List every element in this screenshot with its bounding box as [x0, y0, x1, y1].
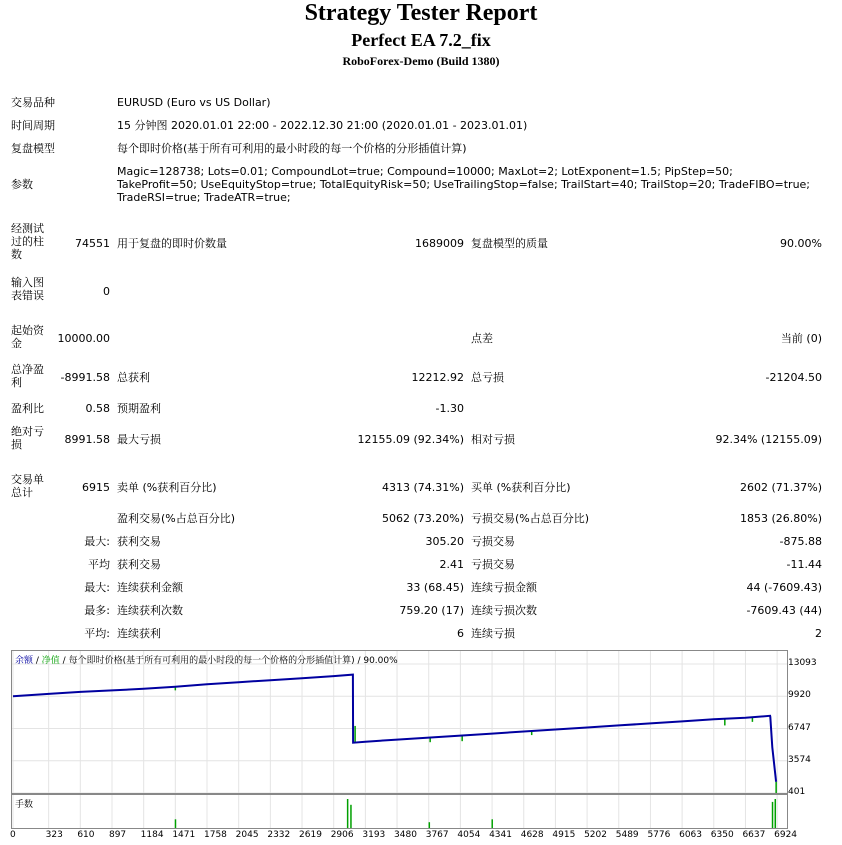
volume-chart	[11, 794, 788, 829]
most-cons-loss-label: 连续亏损次数	[471, 604, 537, 617]
y-tick-label: 6747	[788, 722, 811, 733]
volume-chart-plot	[12, 795, 787, 828]
symbol-value: EURUSD (Euro vs US Dollar)	[117, 96, 271, 109]
largest-win-value: 305.20	[425, 535, 464, 548]
largest-win-label: 获利交易	[117, 535, 161, 548]
gross-loss-value: -21204.50	[765, 371, 822, 384]
x-tick-label: 4915	[552, 830, 576, 840]
largest-loss-value: -875.88	[779, 535, 822, 548]
x-tick-label: 4341	[489, 830, 512, 840]
y-tick-label: 13093	[788, 658, 817, 668]
most-cons-loss-value: -7609.43 (44)	[746, 604, 822, 617]
max-cons-loss-label: 连续亏损金额	[471, 581, 537, 594]
volume-bar	[429, 822, 431, 828]
avg-cons-win-label: 连续获利	[117, 627, 161, 640]
max-drawdown-label: 最大亏损	[117, 433, 161, 446]
max-cons-win-value: 33 (68.45)	[406, 581, 464, 594]
x-tick-label: 1184	[140, 830, 164, 840]
win-trades-value: 5062 (73.20%)	[381, 512, 464, 525]
volume-bar	[175, 819, 177, 828]
period-label: 时间周期	[11, 119, 55, 132]
most-label: 最多:	[84, 604, 110, 617]
profit-factor-value: 0.58	[85, 402, 110, 415]
max-cons-loss-value: 44 (-7609.43)	[746, 581, 822, 594]
expert-name: Perfect EA 7.2_fix	[351, 30, 491, 50]
errors-value: 0	[103, 285, 110, 298]
legend-description: 每个即时价格(基于所有可利用的最小时段的每一个价格的分形插值计算)	[68, 656, 355, 666]
x-tick-label: 5489	[615, 830, 639, 840]
y-tick-label: 401	[788, 787, 806, 797]
loss-trades-value: 1853 (26.80%)	[739, 512, 822, 525]
x-tick-label: 0	[10, 830, 16, 840]
x-tick-label: 610	[77, 830, 95, 840]
most-cons-win-label: 连续获利次数	[117, 604, 183, 617]
bars-label: 经测试过的柱数	[11, 222, 44, 261]
gross-loss-label: 总亏损	[471, 371, 504, 384]
profit-factor-label: 盈利比	[11, 402, 44, 415]
short-trades-label: 卖单 (%获利百分比)	[117, 481, 217, 494]
x-tick-label: 1471	[172, 830, 196, 840]
balance-chart-plot	[12, 651, 787, 793]
x-tick-label: 3480	[394, 830, 417, 840]
most-cons-win-value: 759.20 (17)	[399, 604, 464, 617]
loss-trades-label: 亏损交易(%占总百分比)	[471, 512, 590, 525]
volume-bar	[772, 802, 774, 828]
chart-legend: 余额 / 净值 / 每个即时价格(基于所有可利用的最小时段的每一个价格的分形插值计算) / 90.00%	[15, 656, 398, 666]
x-tick-label: 1758	[204, 830, 227, 840]
x-tick-label: 3193	[362, 830, 386, 840]
avg-loss-label: 亏损交易	[471, 558, 515, 571]
x-tick-label: 4628	[520, 830, 544, 840]
short-trades-value: 4313 (74.31%)	[381, 481, 464, 494]
params-label: 参数	[11, 178, 33, 191]
params-value: Magic=128738; Lots=0.01; CompoundLot=true; Compound=10000; MaxLot=2; LotExponent=1.5; PipStep=50; TakeProfit=50; UseEquityStop=true; TotalEquityRisk=50; UseTrailingStop=false; TrailStart=40; TrailStop=20; TradeFIBO=true; TradeRSI=true; TradeATR=true;	[117, 165, 811, 204]
period-value: 15 分钟图 2020.01.01 22:00 - 2022.12.30 21:00 (2020.01.01 - 2023.01.01)	[117, 119, 528, 132]
avg-cons-loss-value: 2	[815, 627, 822, 640]
report-title: Strategy Tester Report	[304, 0, 538, 26]
long-trades-label: 买单 (%获利百分比)	[471, 481, 571, 494]
abs-drawdown-label: 绝对亏损	[11, 425, 44, 451]
x-tick-label: 6063	[679, 830, 703, 840]
x-tick-label: 2045	[235, 830, 259, 840]
gross-profit-value: 12212.92	[411, 371, 464, 384]
volume-bar	[775, 799, 777, 828]
total-trades-value: 6915	[82, 481, 110, 494]
legend-balance: 余额	[15, 656, 34, 666]
abs-drawdown-value: 8991.58	[64, 433, 110, 446]
deposit-value: 10000.00	[57, 332, 110, 345]
avg-cons-win-value: 6	[457, 627, 464, 640]
maximum-label: 最大:	[84, 581, 110, 594]
win-trades-label: 盈利交易(%占总百分比)	[117, 512, 236, 525]
y-tick-label: 3574	[788, 754, 811, 765]
x-tick-label: 323	[45, 830, 63, 840]
x-tick-label: 5202	[584, 830, 607, 840]
x-tick-label: 3767	[425, 830, 449, 840]
quality-label: 复盘模型的质量	[471, 237, 548, 250]
total-trades-label: 交易单总计	[11, 473, 44, 499]
ticks-value: 1689009	[415, 237, 464, 250]
deposit-label: 起始资金	[11, 324, 44, 350]
volume-bar	[350, 805, 352, 828]
largest-label: 最大:	[84, 535, 110, 548]
gross-profit-label: 总获利	[117, 371, 150, 384]
max-drawdown-value: 12155.09 (92.34%)	[357, 433, 464, 446]
x-tick-label: 4054	[457, 830, 481, 840]
balance-chart	[11, 650, 788, 794]
avg-win-value: 2.41	[439, 558, 464, 571]
max-cons-win-label: 连续获利金额	[117, 581, 183, 594]
expected-payoff-value: -1.30	[435, 402, 464, 415]
rel-drawdown-label: 相对亏损	[471, 433, 515, 446]
ticks-label: 用于复盘的即时价数量	[117, 237, 227, 250]
avg-win-label: 获利交易	[117, 558, 161, 571]
volume-bar	[491, 819, 493, 828]
avg-cons-label: 平均:	[84, 627, 110, 640]
expected-payoff-label: 预期盈利	[117, 402, 161, 415]
model-value: 每个即时价格(基于所有可利用的最小时段的每一个价格的分形插值计算)	[117, 142, 467, 155]
x-tick-label: 897	[108, 830, 127, 840]
errors-label: 输入图表错误	[11, 276, 44, 302]
largest-loss-label: 亏损交易	[471, 535, 515, 548]
x-tick-label: 6637	[742, 830, 766, 840]
avg-loss-value: -11.44	[786, 558, 822, 571]
avg-cons-loss-label: 连续亏损	[471, 627, 515, 640]
model-label: 复盘模型	[11, 142, 55, 155]
spread-label: 点差	[471, 332, 493, 345]
legend-equity: 净值	[41, 656, 60, 666]
x-tick-label: 6350	[710, 830, 734, 840]
bars-value: 74551	[75, 237, 110, 250]
average-label: 平均	[88, 558, 110, 571]
y-tick-label: 9920	[788, 690, 811, 701]
symbol-label: 交易品种	[11, 96, 55, 109]
server-info: RoboForex-Demo (Build 1380)	[342, 54, 500, 68]
quality-value: 90.00%	[780, 237, 822, 250]
long-trades-value: 2602 (71.37%)	[739, 481, 822, 494]
volume-label: 手数	[15, 800, 34, 810]
rel-drawdown-value: 92.34% (12155.09)	[715, 433, 822, 446]
spread-value: 当前 (0)	[780, 332, 822, 345]
net-profit-label: 总净盈利	[11, 363, 44, 389]
x-tick-label: 6924	[774, 830, 798, 840]
net-profit-value: -8991.58	[60, 371, 110, 384]
legend-quality: 90.00%	[363, 656, 398, 666]
x-tick-label: 5776	[647, 830, 671, 840]
x-tick-label: 2332	[267, 830, 291, 840]
x-tick-label: 2619	[299, 830, 322, 840]
volume-bar	[347, 799, 349, 828]
x-tick-label: 2906	[330, 830, 354, 840]
